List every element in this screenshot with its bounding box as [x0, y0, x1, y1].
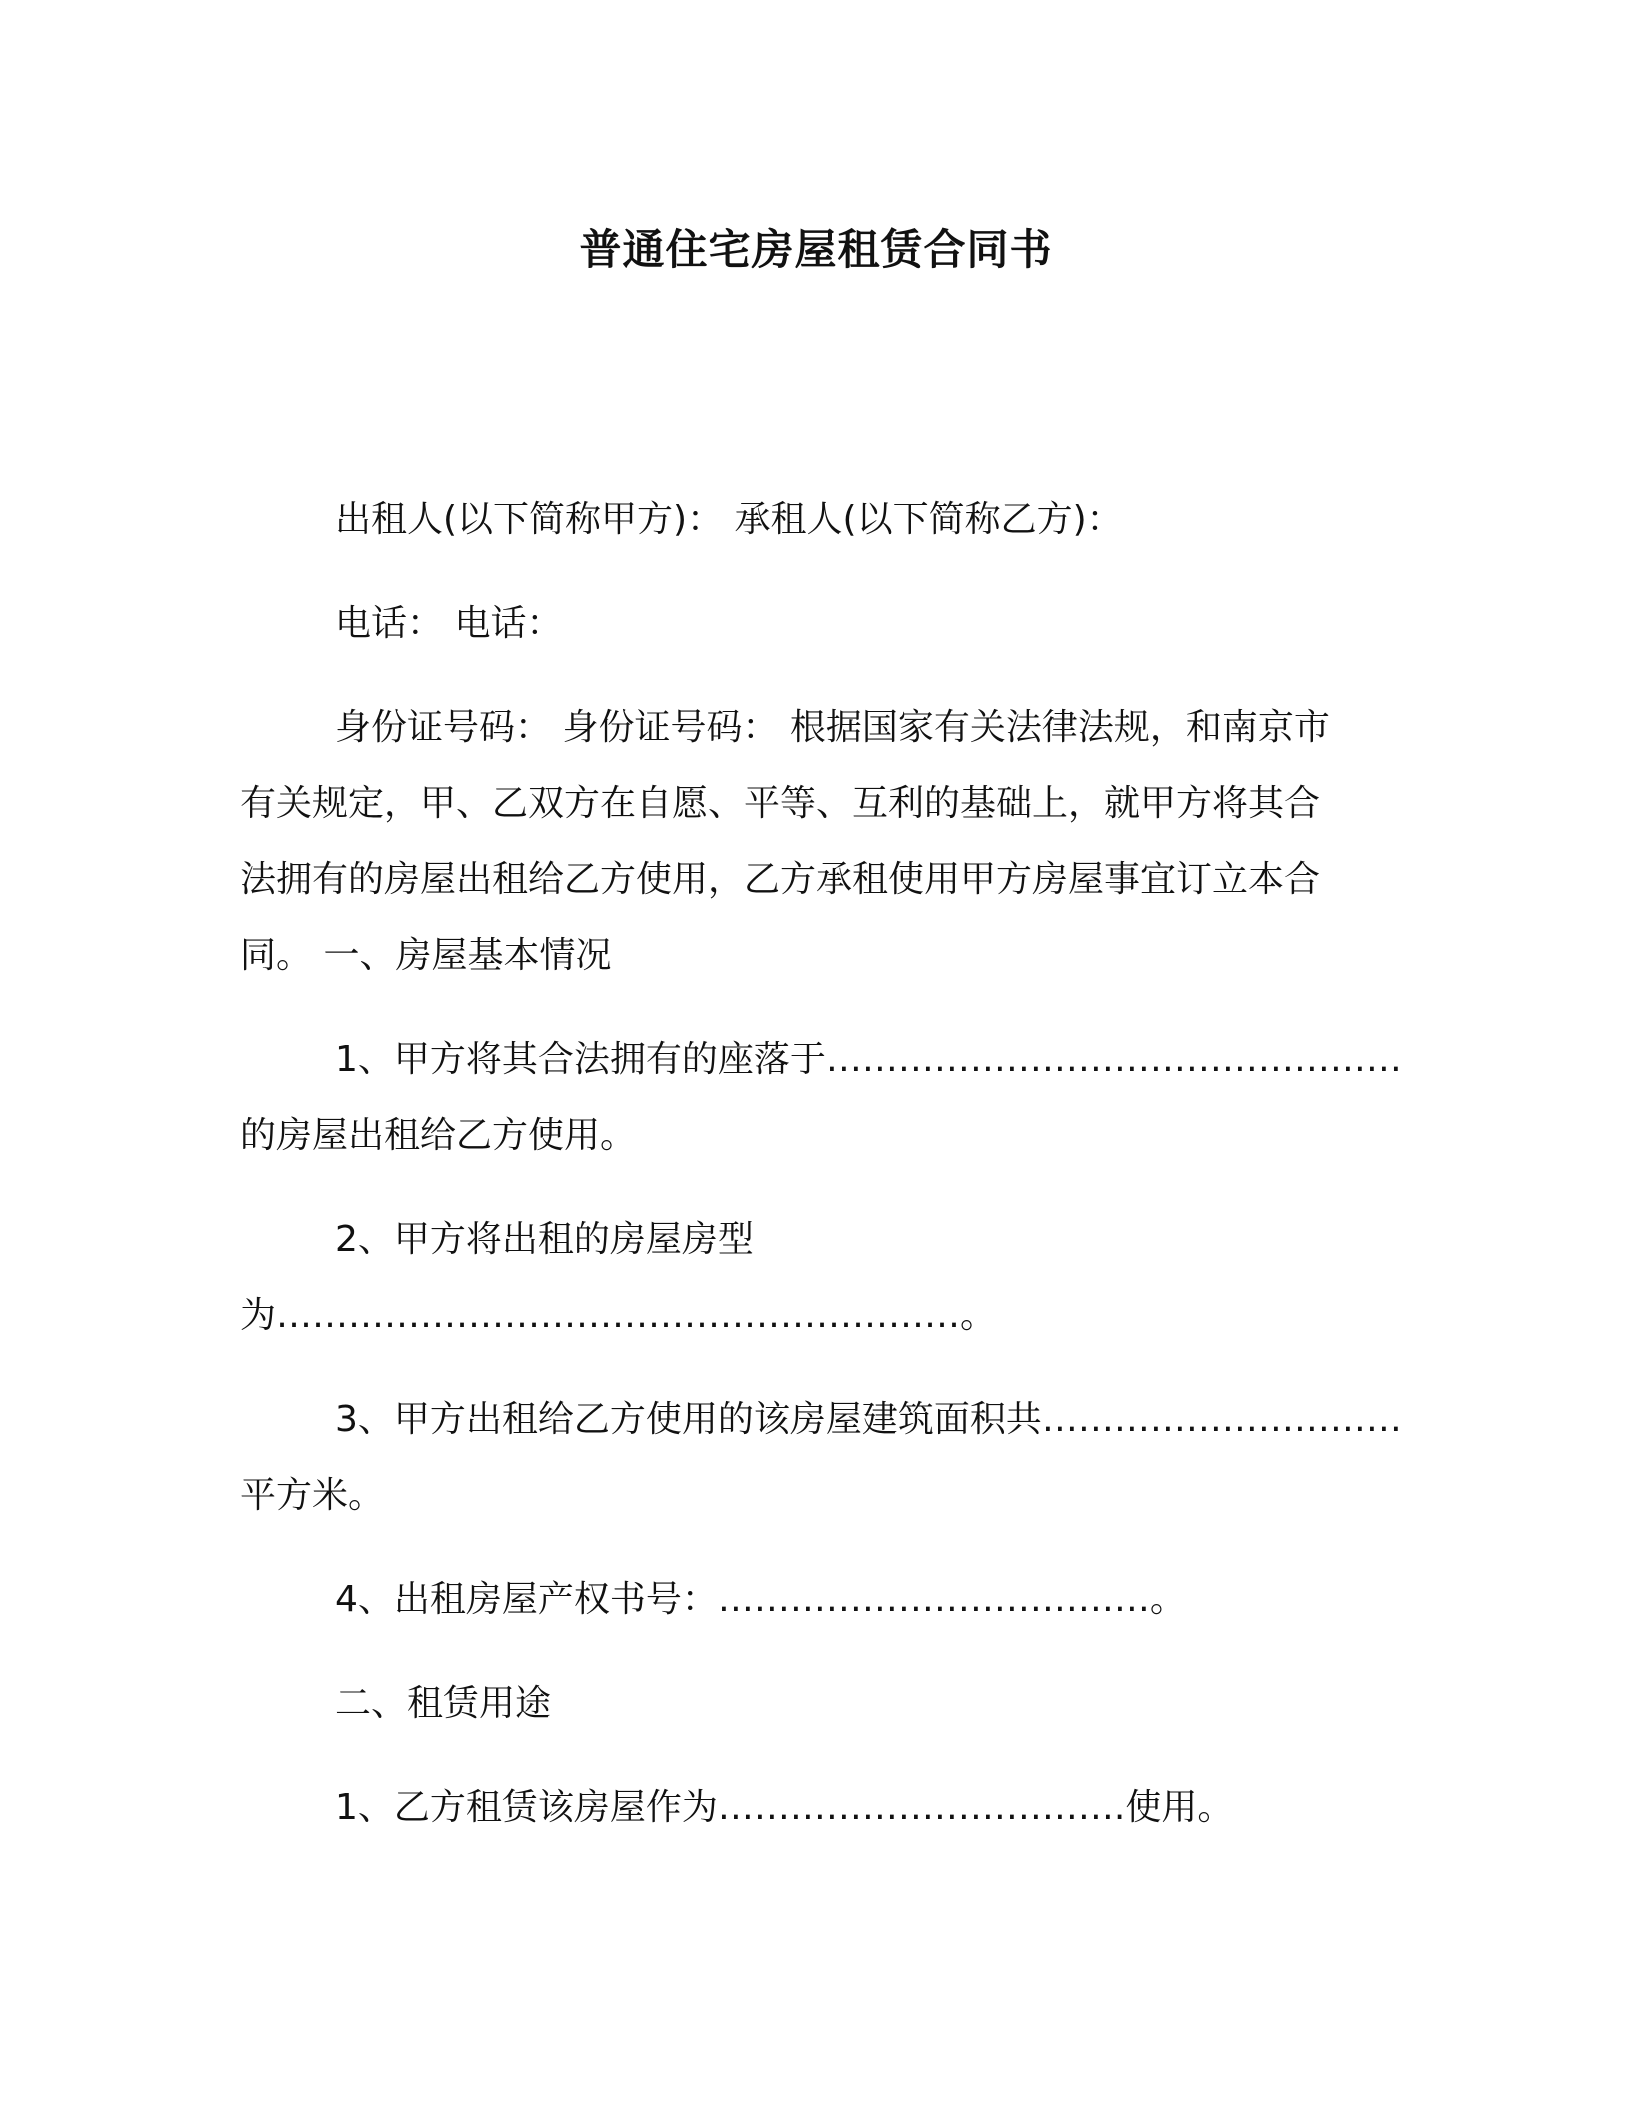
- clause-1-2-line-1: 2、甲方将出租的房屋房型: [335, 1219, 754, 1260]
- clause-1-3-line-1: 3、甲方出租给乙方使用的该房屋建筑面积共…………………………: [335, 1399, 1402, 1440]
- preamble-line-2: 有关规定，甲、乙双方在自愿、平等、互利的基础上，就甲方将其合: [240, 783, 1321, 824]
- parties-line: 出租人(以下简称甲方)： 承租人(以下简称乙方)：: [335, 499, 1123, 540]
- clause-1-3-line-2: 平方米。: [240, 1475, 385, 1516]
- id-number-line: 身份证号码： 身份证号码： 根据国家有关法律法规，和南京市: [335, 707, 1330, 748]
- document-title: 普通住宅房屋租赁合同书: [579, 225, 1053, 274]
- preamble-line-4: 同。 一、房屋基本情况: [240, 935, 612, 976]
- phone-line: 电话： 电话：: [335, 603, 563, 644]
- clause-1-4-line: 4、出租房屋产权书号：………………………………。: [335, 1579, 1186, 1620]
- section-2-heading: 二、租赁用途: [335, 1683, 552, 1724]
- clause-2-1-line: 1、乙方租赁该房屋作为…………………………….使用。: [335, 1787, 1234, 1828]
- clause-1-1-line-2: 的房屋出租给乙方使用。: [240, 1115, 637, 1156]
- preamble-line-3: 法拥有的房屋出租给乙方使用，乙方承租使用甲方房屋事宜订立本合: [240, 859, 1321, 900]
- clause-1-1-line-1: 1、甲方将其合法拥有的座落于…………………………………………: [335, 1039, 1402, 1080]
- clause-1-2-line-2: 为…………………………………………………。: [240, 1295, 996, 1336]
